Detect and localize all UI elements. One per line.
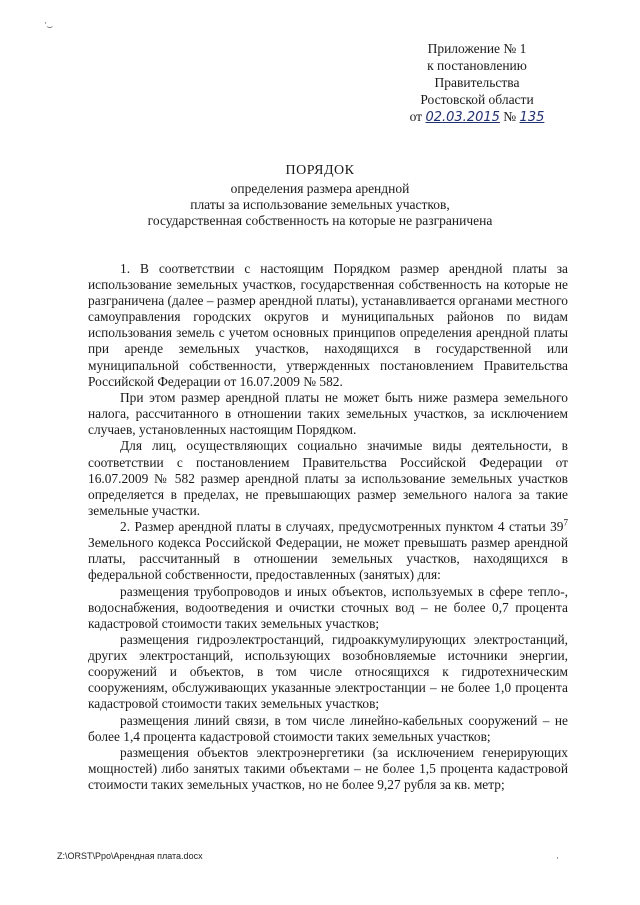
file-path-footer: Z:\ORST\Ppo\Арендная плата.docx xyxy=(57,851,203,861)
appendix-line-1: Приложение № 1 xyxy=(427,41,527,56)
paragraph-1: 1. В соответствии с настоящим Порядком размер арендной платы за использование земельных участков, государственная собственность на которые не разграничена (далее – размер арендной платы), устанавливается органами местного самоуправления городских округов и муниципальных районов по видам использования земель с учетом основных принципов определения арендной платы при аренде земельных участков, находящихся в государственной или муниципальной собственности, утвержденных постановлением Правительства Российской Федерации от 16.07.2009 № 582. xyxy=(88,261,568,389)
paragraph-4-start: 2. Размер арендной платы в случаях, предусмотренных пунктом 4 статьи 39 xyxy=(120,519,564,535)
document-body xyxy=(88,261,568,793)
paragraph-8: размещения объектов электроэнергетики (за исключением генерирующих мощностей) либо занятых такими объектами – не более 1,5 процента кадастровой стоимости таких земельных участков, но не более 9,27 рубля за кв. метр; xyxy=(88,745,568,793)
document-title xyxy=(100,163,540,229)
article-superscript: 7 xyxy=(563,517,568,528)
appendix-date-line xyxy=(392,108,562,126)
appendix-line-4: Ростовской области xyxy=(420,92,534,107)
appendix-line-3: Правительства xyxy=(434,75,520,90)
appendix-header xyxy=(392,40,562,126)
title-line-3: государственная собственность на которые не разграничена xyxy=(147,213,493,228)
paragraph-3: Для лиц, осуществляющих социально значимые виды деятельности, в соответствии с постановлением Правительства Российской Федерации от 16.07.2009 № 582 размер арендной платы за использование земельных участков определяется в пределах, не превышающих размер земельного налога за такие земельные участки. xyxy=(88,438,568,518)
paragraph-7: размещения линий связи, в том числе линейно-кабельных сооружений – не более 1,4 процента кадастровой стоимости таких земельных участков; xyxy=(88,712,568,744)
paragraph-2: При этом размер арендной платы не может быть ниже размера земельного налога, рассчитанного в отношении таких земельных участков, за исключением случаев, установленных настоящим Порядком. xyxy=(88,389,568,438)
paragraph-6: размещения гидроэлектростанций, гидроаккумулирующих электростанций, других электростанций, использующих возобновляемые источники энергии, сооружений и объектов, в том числе относящихся к гидротехническим сооружениям, обслуживающих указанные электростанции – не более 1,0 процента кадастровой стоимости таких земельных участков; xyxy=(88,632,568,712)
paragraph-4-end: Земельного кодекса Российской Федерации, не может превышать размер арендной платы, рассчитанный в отношении земельных участков, находящихся в федеральной собственности, предоставленных (занятых) для: xyxy=(88,535,568,583)
paragraph-5: размещения трубопроводов и иных объектов, используемых в сфере тепло-, водоснабжения, водоотведения и очистки сточных вод – не более 0,7 процента кадастровой стоимости таких земельных участков; xyxy=(88,583,568,631)
title-heading: ПОРЯДОК xyxy=(285,163,355,178)
appendix-line-2: к постановлению xyxy=(427,58,527,73)
title-line-1: определения размера арендной xyxy=(230,181,410,196)
paragraph-4 xyxy=(88,519,568,583)
title-line-2: платы за использование земельных участков, xyxy=(190,197,450,212)
number-sign: № xyxy=(503,109,517,124)
scan-speck: ·͜ xyxy=(44,18,47,28)
date-prefix: от xyxy=(409,109,423,124)
handwritten-date: 02.03.2015 xyxy=(425,110,500,125)
scan-mark: · xyxy=(556,853,559,863)
handwritten-number: 135 xyxy=(519,110,545,125)
